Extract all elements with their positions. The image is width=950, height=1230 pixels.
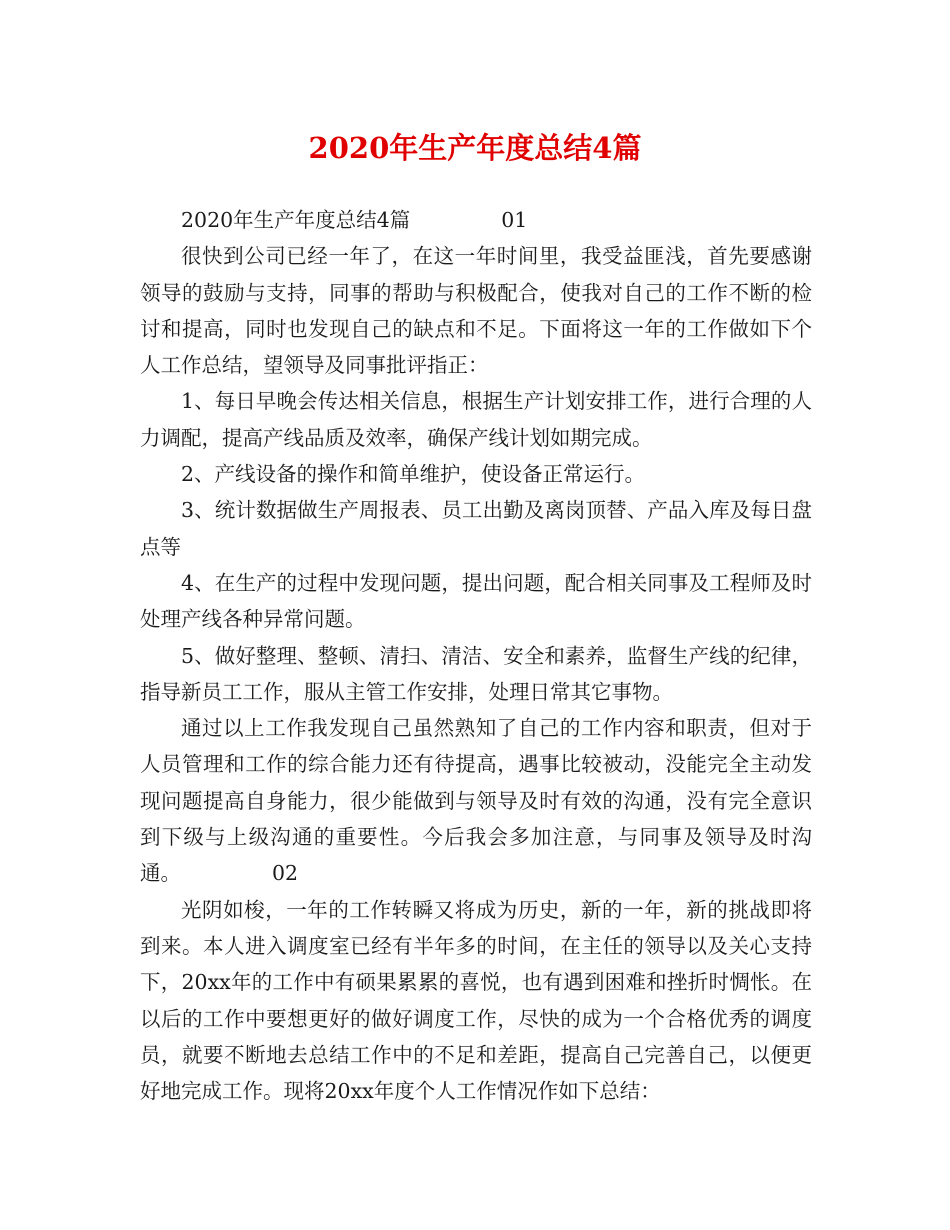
paragraph [140, 892, 812, 1110]
paragraph-text: 5、做好整理、整顿、清扫、清洁、安全和素养，监督生产线的纪律，指导新员工工作，服从主管工作安排，处理日常其它事物。 [140, 643, 812, 704]
paragraph-text: 很快到公司已经一年了，在这一年时间里，我受益匪浅，首先要感谢领导的鼓励与支持，同事的帮助与积极配合，使我对自己的工作不断的检讨和提高，同时也发现自己的缺点和不足。下面将这一年的工作做如下个人工作总结，望领导及同事批评指正： [140, 244, 812, 378]
document-title: 2020年生产年度总结4篇 [308, 131, 642, 165]
paragraph-list-item [140, 565, 812, 638]
paragraph-text: 2、产线设备的操作和简单维护，使设备正常运行。 [181, 462, 646, 487]
paragraph [140, 238, 812, 383]
paragraph-text: 2020年生产年度总结4篇 [181, 208, 411, 232]
paragraph-text: 光阴如梭，一年的工作转瞬又将成为历史，新的一年，新的挑战即将到来。本人进入调度室已经有半年多的时间，在主任的领导以及关心支持下，20xx年的工作中有硕果累累的喜悦，也有遇到困难和挫折时惆怅。在以后的工作中要想更好的做好调度工作，尽快的成为一个合格优秀的调度员，就要不断地去总结工作中的不足和差距，提高自己完善自己，以便更好地完成工作。现将20xx年度个人工作情况作如下总结： [140, 897, 812, 1104]
paragraph-text: 3、统计数据做生产周报表、员工出勤及离岗顶替、产品入库及每日盘点等 [140, 498, 812, 559]
paragraph-text: 1、每日早晚会传达相关信息，根据生产计划安排工作，进行合理的人力调配，提高产线品质及效率，确保产线计划如期完成。 [140, 389, 812, 450]
paragraph [140, 710, 812, 891]
section-marker: 01 [501, 208, 528, 232]
section-marker: 02 [272, 861, 299, 886]
paragraph-list-item [140, 383, 812, 456]
paragraph-subtitle [140, 202, 812, 238]
paragraph-list-item [140, 492, 812, 565]
paragraph-text: 4、在生产的过程中发现问题，提出问题，配合相关同事及工程师及时处理产线各种异常问题。 [140, 570, 812, 632]
document-body [140, 202, 812, 1109]
paragraph-list-item [140, 638, 812, 711]
paragraph-list-item [140, 456, 812, 492]
paragraph-text: 通过以上工作我发现自己虽然熟知了自己的工作内容和职责，但对于人员管理和工作的综合能力还有待提高，遇事比较被动，没能完全主动发现问题提高自身能力，很少能做到与领导及时有效的沟通，没有完全意识到下级与上级沟通的重要性。今后我会多加注意，与同事及领导及时沟通。 [140, 716, 812, 886]
